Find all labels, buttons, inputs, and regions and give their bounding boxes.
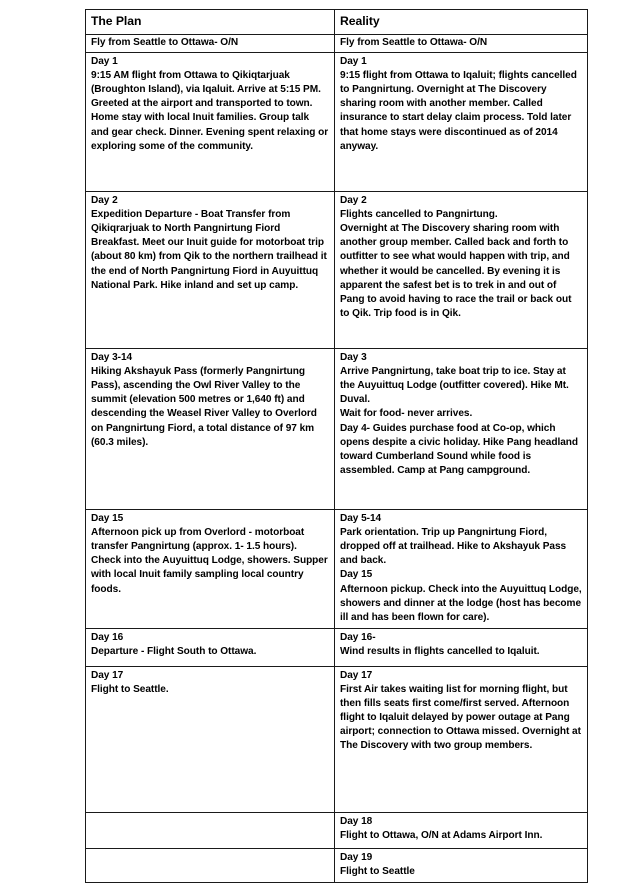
reality-cell-day-1 [335, 53, 588, 192]
reality-cell-day-3 [335, 349, 588, 510]
day-label: Day 15 [340, 569, 373, 581]
table-row [86, 192, 588, 349]
table-row [86, 812, 588, 848]
plan-cell-day-3-14 [86, 349, 335, 510]
day-label: Day 16- [340, 631, 376, 643]
text-body: Day 4- Guides purchase food at Co-op, which opens despite a civic holiday. Hike Pang headland toward Cumberland Sound while food is assembled. Camp at Pang campground. [340, 422, 579, 476]
table-row [86, 510, 588, 629]
text-body: 9:15 AM flight from Ottawa to Qikiqtarjuak (Broughton Island), via Iqaluit. Arrive at 5:15 PM. Greeted at the airport and transported to town. Home stay with local Inuit families. Group talk and gear check. Dinner. Evening spent relaxing or exploring some of the community. [91, 70, 329, 152]
text-body: Expedition Departure - Boat Transfer from Qikiqrarjuak to North Pangnirtung Fiord Breakfast. Meet our Inuit guide for motorboat trip (about 80 km) from Qik to the northern trailhead it the end of North Pangnirtung Fiord in Auyuittuq National Park. Hike inland and set up camp. [91, 209, 327, 291]
table-row [86, 628, 588, 666]
table-header-row [86, 10, 588, 35]
text-body: Overnight at The Discovery sharing room with another group member. Called back and forth to outfitter to see what would happen with trip, and whether it would be cancelled. By evening it is apparent the safest bet is to trek in and out of Pang to avoid having to race the trail or back out to Qik. Trip food is in Qik. [340, 223, 572, 319]
day-label: Day 16 [91, 631, 124, 643]
text-body: Departure - Flight South to Ottawa. [91, 645, 257, 657]
reality-cell-day-2 [335, 192, 588, 349]
day-label: Day 15 [91, 513, 124, 525]
day-label: Day 1 [340, 56, 367, 68]
plan-cell-day-18-empty [86, 812, 335, 848]
plan-cell-day-19-empty [86, 848, 335, 882]
day-label: Day 17 [340, 669, 373, 681]
day-label: Day 2 [91, 195, 118, 207]
text-body: Wait for food- never arrives. [340, 408, 473, 420]
plan-cell-day-16 [86, 628, 335, 666]
text-line: Fly from Seattle to Ottawa- O/N [91, 37, 239, 48]
table-row [86, 53, 588, 192]
table-row [86, 349, 588, 510]
reality-cell-day-5-15 [335, 510, 588, 629]
reality-cell-day-19 [335, 848, 588, 882]
text-body: First Air takes waiting list for morning flight, but then fills seats first come/first served. Afternoon flight to Iqaluit delayed by power outage at Pang airport; connection to Ottawa missed. Overnight at The Discovery with two group members. [340, 683, 581, 752]
table-row [86, 848, 588, 882]
plan-vs-reality-table [85, 9, 588, 883]
day-label: Day 1 [91, 56, 118, 68]
text-body: Hiking Akshayuk Pass (formerly Pangnirtung Pass), ascending the Owl River Valley to the summit (elevation 500 metres or 1,640 ft) and descending the Weasel River Valley to Overlord on Pangnirtung Fiord, a total distance of 97 km (60.3 miles). [91, 366, 317, 448]
text-body: Flight to Ottawa, O/N at Adams Airport Inn. [340, 829, 543, 841]
text-line: Fly from Seattle to Ottawa- O/N [340, 37, 488, 48]
table-row [86, 35, 588, 53]
day-label: Day 3-14 [91, 352, 133, 364]
day-label: Day 5-14 [340, 513, 382, 525]
day-label: Day 17 [91, 669, 124, 681]
text-body: 9:15 flight from Ottawa to Iqaluit; flights cancelled to Pangnirtung. Overnight at The Discovery sharing room with another member. Called insurance to start delay claim process. Told later that home stays were discontinued as of 2014 anyway. [340, 70, 577, 152]
day-label: Day 3 [340, 352, 367, 364]
text-body: Afternoon pick up from Overlord - motorboat transfer Pangnirtung (approx. 1- 1.5 hours). Check into the Auyuittuq Lodge, showers. Supper with local Inuit family sampling local country foods. [91, 527, 328, 595]
day-label: Day 2 [340, 195, 367, 207]
text-body: Flight to Seattle [340, 865, 415, 877]
text-body: Arrive Pangnirtung, take boat trip to ice. Stay at the Auyuittuq Lodge (outfitter covered). Hike Mt. Duval. [340, 366, 569, 406]
column-header-plan: The Plan [86, 10, 335, 35]
plan-cell-day-2 [86, 192, 335, 349]
text-body: Afternoon pickup. Check into the Auyuittuq Lodge, showers and dinner at the lodge (host has become ill and has been flown for care). [340, 583, 582, 623]
table-row [86, 666, 588, 812]
plan-cell-day-15 [86, 510, 335, 629]
plan-cell-day-17 [86, 666, 335, 812]
day-label: Day 19 [340, 851, 373, 863]
plan-cell-day-1 [86, 53, 335, 192]
column-header-reality: Reality [335, 10, 588, 35]
text-body: Flight to Seattle. [91, 683, 169, 695]
reality-cell-day-18 [335, 812, 588, 848]
table-header [86, 10, 588, 35]
text-body: Flights cancelled to Pangnirtung. [340, 209, 498, 221]
reality-cell-intro [335, 35, 588, 53]
reality-cell-day-17 [335, 666, 588, 812]
reality-cell-day-16 [335, 628, 588, 666]
day-label: Day 18 [340, 815, 373, 827]
text-body: Park orientation. Trip up Pangnirtung Fiord, dropped off at trailhead. Hike to Akshayuk Pass and back. [340, 527, 567, 567]
table-body [86, 35, 588, 883]
text-body: Wind results in flights cancelled to Iqaluit. [340, 645, 540, 657]
plan-cell-intro [86, 35, 335, 53]
